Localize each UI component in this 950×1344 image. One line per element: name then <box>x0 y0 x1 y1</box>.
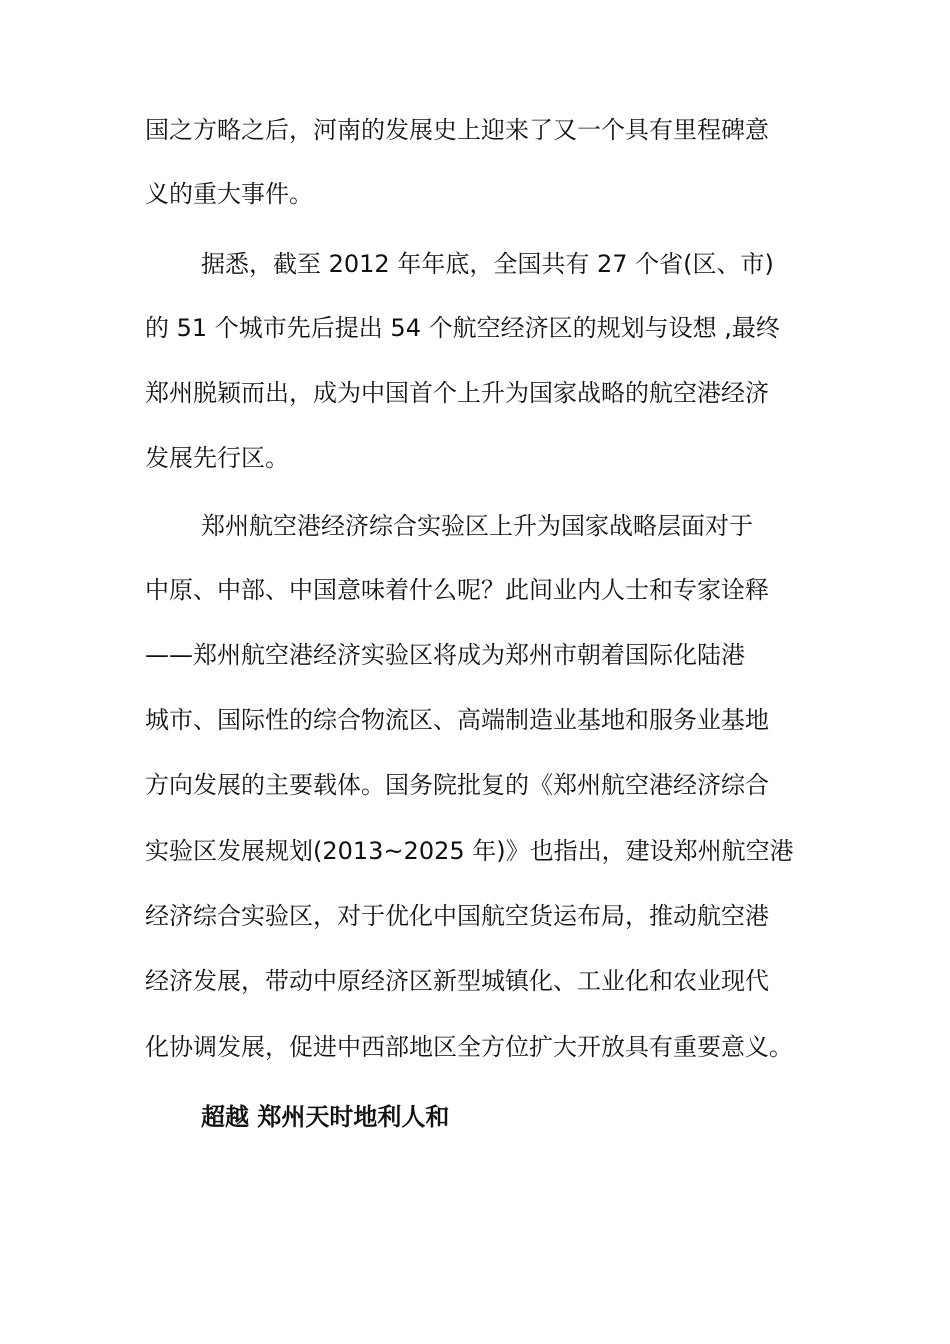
section-heading: 超越 郑州天时地利人和 <box>201 1103 450 1131</box>
paragraph-line: 国之方略之后，河南的发展史上迎来了又一个具有里程碑意 <box>145 116 769 144</box>
paragraph-line: 的 51 个城市先后提出 54 个航空经济区的规划与设想 ,最终 <box>145 314 780 342</box>
paragraph-line: 义的重大事件。 <box>145 180 313 208</box>
paragraph-line: 城市、国际性的综合物流区、高端制造业基地和服务业基地 <box>145 706 769 734</box>
paragraph-line: ——郑州航空港经济实验区将成为郑州市朝着国际化陆港 <box>145 641 745 669</box>
paragraph-line: 实验区发展规划(2013~2025 年)》也指出，建设郑州航空港 <box>145 837 794 865</box>
paragraph-line: 郑州航空港经济综合实验区上升为国家战略层面对于 <box>201 512 753 540</box>
paragraph-line: 中原、中部、中国意味着什么呢？此间业内人士和专家诠释 <box>145 576 769 604</box>
paragraph-line: 发展先行区。 <box>145 444 289 472</box>
paragraph-line: 郑州脱颖而出，成为中国首个上升为国家战略的航空港经济 <box>145 379 769 407</box>
paragraph-line: 据悉，截至 2012 年年底，全国共有 27 个省(区、市) <box>201 250 774 278</box>
paragraph-line: 经济发展，带动中原经济区新型城镇化、工业化和农业现代 <box>145 967 769 995</box>
paragraph-line: 方向发展的主要载体。国务院批复的《郑州航空港经济综合 <box>145 771 769 799</box>
paragraph-line: 经济综合实验区，对于优化中国航空货运布局，推动航空港 <box>145 902 769 930</box>
paragraph-line: 化协调发展，促进中西部地区全方位扩大开放具有重要意义。 <box>145 1033 793 1061</box>
